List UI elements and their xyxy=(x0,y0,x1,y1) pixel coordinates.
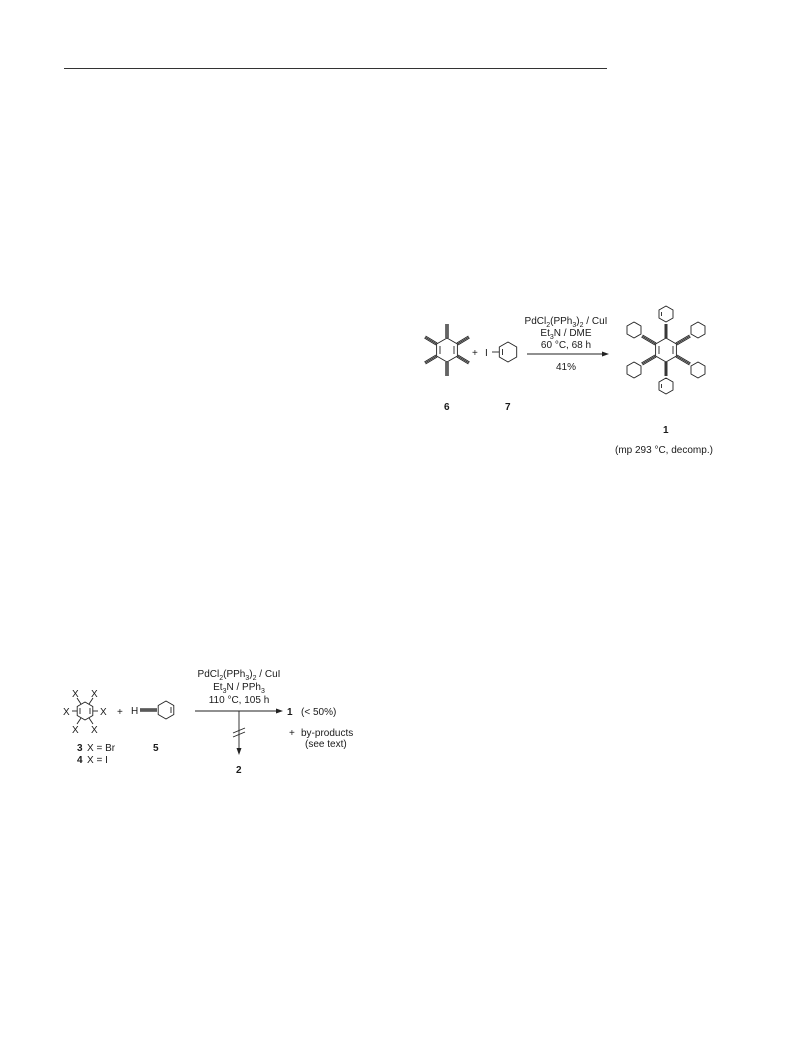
scheme-top xyxy=(395,290,735,465)
reaction-conditions-line-2: $Et_3N / PPh_3$ xyxy=(213,682,265,695)
substituent-x: X xyxy=(91,725,98,736)
iodobenzene-structure xyxy=(492,342,517,362)
reaction-conditions-line-1: $PdCl_2(PPh_3)_2$ / CuI xyxy=(524,316,608,329)
compound-label-6: 6 xyxy=(444,402,450,413)
substituent-x: X xyxy=(63,707,70,718)
substituent-x: X xyxy=(91,689,98,700)
byproducts-note: (see text) xyxy=(305,739,347,750)
compound-label-1: 1 xyxy=(287,707,293,718)
phenylacetylene-structure xyxy=(140,701,174,719)
byproducts-label: by-products xyxy=(301,728,354,739)
hexahalobenzene-structure xyxy=(72,698,98,724)
compound-label-2: 2 xyxy=(236,765,242,776)
substituent-x: X xyxy=(72,689,79,700)
byproducts-plus: + xyxy=(289,728,295,739)
reaction-conditions-line-1: $PdCl_2(PPh_3)_2$ / CuI xyxy=(197,669,281,682)
reaction-conditions-line-3: 110 °C, 105 h xyxy=(208,695,270,706)
product-melting-point: (mp 293 °C, decomp.) xyxy=(615,445,713,456)
compound-label-3: 3 xyxy=(77,743,83,754)
scheme-bottom xyxy=(55,665,375,776)
iodine-atom: I xyxy=(485,348,488,359)
compound-3-definition: X = Br xyxy=(87,743,116,754)
alkyne-hydrogen: H xyxy=(131,706,139,717)
substituent-x: X xyxy=(72,725,79,736)
hexaethynylbenzene-structure xyxy=(424,324,469,376)
reaction-conditions-line-3: 60 °C, 68 h xyxy=(540,340,592,351)
reaction-yield: 41% xyxy=(555,362,577,373)
hexakis-phenylethynyl-benzene-structure xyxy=(627,306,705,394)
reaction-conditions-line-2: $Et_3N$ / DME xyxy=(540,328,592,341)
compound-label-5: 5 xyxy=(153,743,159,754)
substituent-x: X xyxy=(100,707,107,718)
header-rule xyxy=(64,68,607,69)
compound-label-1: 1 xyxy=(663,425,669,436)
plus-sign: + xyxy=(472,348,478,359)
compound-label-4: 4 xyxy=(77,755,83,766)
compound-label-7: 7 xyxy=(505,402,511,413)
compound-4-definition: X = I xyxy=(87,755,108,766)
plus-sign: + xyxy=(117,707,123,718)
product-yield: (< 50%) xyxy=(301,707,337,718)
